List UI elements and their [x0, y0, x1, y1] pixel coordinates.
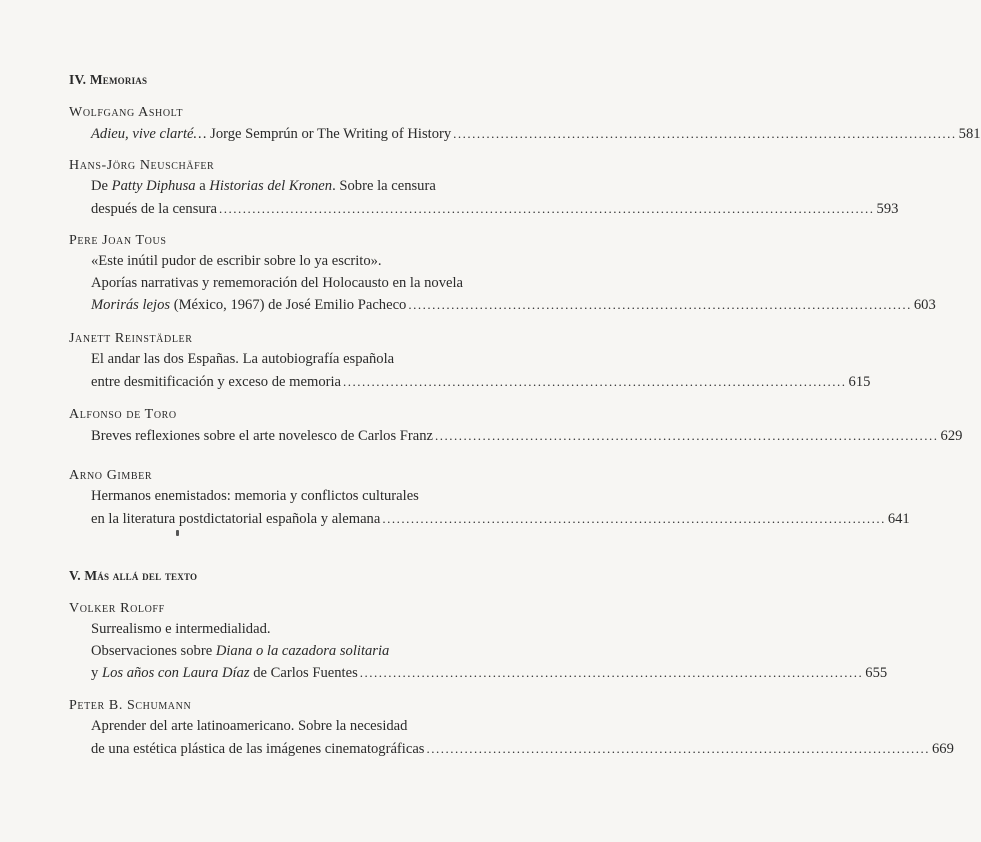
entry-title-line: después de la censura .......................................................................................................................................... 593 [91, 198, 543, 220]
entry-title-line: Breves reflexiones sobre el arte novelesco de Carlos Franz .......................................................................................................... 629 [91, 425, 543, 447]
print-speck [176, 530, 179, 536]
entry-author: Peter B. Schumann [69, 698, 192, 713]
entry-author: Janett Reinstädler [69, 331, 193, 346]
entry-title-line: Adieu, vive clarté… Jorge Semprún or The Writing of History .......................................................................................................... 581 [91, 123, 543, 145]
toc-entry-tous [69, 232, 936, 316]
page-number: 655 [865, 665, 888, 681]
toc-entry-schumann [69, 697, 954, 759]
entry-title-line: Aprender del arte latinoamericano. Sobre la necesidad [91, 718, 408, 734]
page-number: 615 [848, 373, 871, 390]
entry-title-line: y Los años con Laura Díaz de Carlos Fuentes .......................................................................................................... 655 [91, 662, 543, 684]
toc-entry-asholt [69, 104, 981, 145]
entry-title-line: «Este inútil pudor de escribir sobre lo ya escrito». [91, 253, 382, 269]
entry-title-line: en la literatura postdictatorial española y alemana .......................................................................................................... 641 [91, 508, 543, 530]
page-number: 581 [958, 126, 981, 142]
entry-title-line: de una estética plástica de las imágenes cinematográficas .......................................................................................................... 669 [91, 738, 543, 760]
page-number: 603 [913, 297, 936, 313]
dot-leader: .......................................................................................................................................... [219, 200, 875, 216]
toc-entry-reinstadler [69, 330, 871, 392]
entry-title-line: Hermanos enemistados: memoria y conflictos culturales [91, 488, 419, 504]
dot-leader: .......................................................................................................... [382, 510, 886, 526]
entry-author: Hans-Jörg Neuschäfer [69, 158, 215, 173]
entry-author: Wolfgang Asholt [69, 105, 184, 120]
dot-leader: .......................................................................................................... [453, 126, 957, 141]
entry-title-line: De Patty Diphusa a Historias del Kronen. Sobre la censura [91, 178, 436, 194]
toc-entry-gimber [69, 467, 910, 529]
entry-author: Volker Roloff [69, 601, 165, 616]
section-heading-memorias: IV. Memorias [69, 72, 148, 87]
entry-author: Alfonso de Toro [69, 407, 177, 422]
entry-title-line: Surrealismo e intermedialidad. [91, 621, 271, 637]
page-number: 629 [940, 428, 963, 444]
entry-title-line: Observaciones sobre Diana o la cazadora solitaria [91, 642, 390, 659]
dot-leader: .......................................................................................................... [359, 665, 864, 680]
entry-title-line: Aporías narrativas y rememoración del Holocausto en la novela [91, 274, 464, 291]
section-heading-mas-alla: V. Más allá del texto [69, 568, 198, 583]
toc-entry-roloff [69, 600, 888, 684]
toc-entry-neuschafer [69, 157, 899, 219]
entry-title-line: entre desmitificación y exceso de memoria .......................................................................................................... 615 [91, 371, 543, 393]
dot-leader: .......................................................................................................... [343, 373, 847, 389]
entry-title-line: El andar las dos Españas. La autobiografía española [91, 351, 395, 367]
dot-leader: .......................................................................................................... [408, 297, 912, 312]
entry-author: Pere Joan Tous [69, 233, 167, 248]
dot-leader: .......................................................................................................... [435, 428, 939, 443]
page-number: 641 [887, 510, 910, 527]
entry-title-line: Morirás lejos (México, 1967) de José Emilio Pacheco .......................................................................................................... 603 [91, 294, 543, 316]
toc-entry-de-toro [69, 406, 963, 447]
page-number: 593 [876, 200, 899, 217]
dot-leader: .......................................................................................................... [426, 740, 930, 756]
entry-author: Arno Gimber [69, 468, 153, 483]
page-number: 669 [931, 740, 954, 757]
